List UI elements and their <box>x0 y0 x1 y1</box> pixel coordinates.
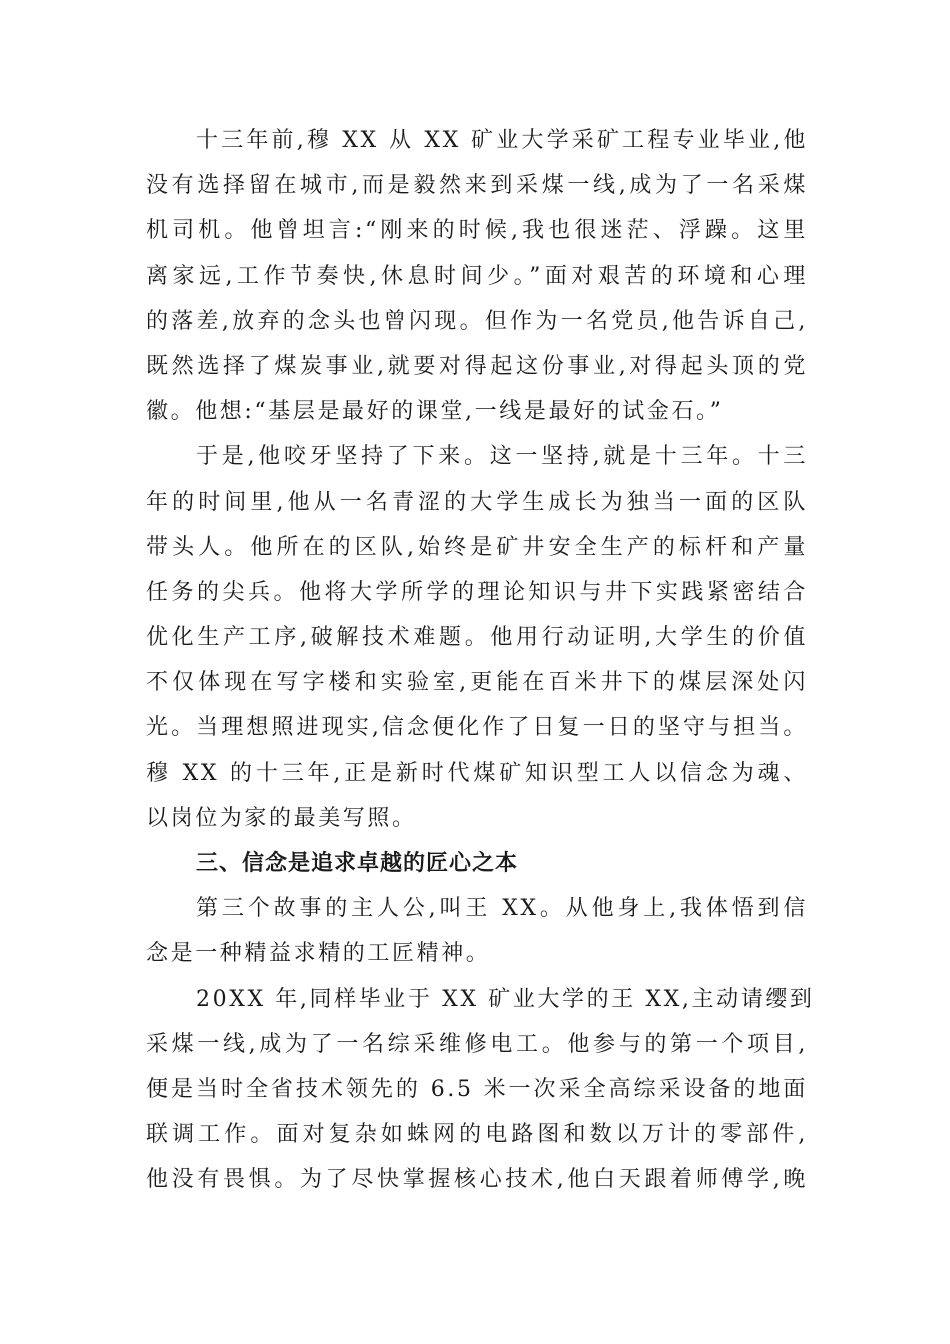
text-line: 他没有畏惧。为了尽快掌握核心技术,他白天跟着师傅学,晚 <box>146 1167 808 1193</box>
text-line: 光。当理想照进现实,信念便化作了日复一日的坚守与担当。 <box>146 715 808 741</box>
text-line: 联调工作。面对复杂如蛛网的电路图和数以万计的零部件, <box>146 1122 808 1148</box>
paragraph-1 <box>146 118 808 434</box>
body-text <box>146 118 815 1203</box>
text-line: 便是当时全省技术领先的 6.5 米一次采全高综采设备的地面 <box>146 1076 808 1102</box>
text-line: 不仅体现在写字楼和实验室,更能在百米井下的煤层深处闪 <box>146 670 808 696</box>
paragraph-3 <box>146 886 808 976</box>
text-line: 的落差,放弃的念头也曾闪现。但作为一名党员,他告诉自己, <box>146 308 808 334</box>
text-line: 20XX 年,同样毕业于 XX 矿业大学的王 XX,主动请缨到 <box>196 986 815 1012</box>
text-line: 第三个故事的主人公,叫王 XX。从他身上,我体悟到信 <box>196 896 808 922</box>
section-heading: 三、信念是追求卓越的匠心之本 <box>196 851 519 876</box>
text-line: 徽。他想:“基层是最好的课堂,一线是最好的试金石。” <box>146 399 724 425</box>
text-line: 十三年前,穆 XX 从 XX 矿业大学采矿工程专业毕业,他 <box>196 128 808 153</box>
text-line: 机司机。他曾坦言:“刚来的时候,我也很迷茫、浮躁。这里 <box>146 218 808 244</box>
text-line: 离家远,工作节奏快,休息时间少。”面对艰苦的环境和心理 <box>146 263 808 289</box>
text-line: 以岗位为家的最美写照。 <box>146 805 417 831</box>
text-line: 优化生产工序,破解技术难题。他用行动证明,大学生的价值 <box>146 625 808 651</box>
text-line: 采煤一线,成为了一名综采维修电工。他参与的第一个项目, <box>146 1031 808 1057</box>
text-line: 念是一种精益求精的工匠精神。 <box>146 941 491 967</box>
text-line: 于是,他咬牙坚持了下来。这一坚持,就是十三年。十三 <box>196 444 808 470</box>
paragraph-2 <box>146 434 808 841</box>
text-line: 带头人。他所在的区队,始终是矿井安全生产的标杆和产量 <box>146 534 808 560</box>
paragraph-4 <box>146 977 815 1203</box>
text-line: 既然选择了煤炭事业,就要对得起这份事业,对得起头顶的党 <box>146 353 808 379</box>
text-line: 任务的尖兵。他将大学所学的理论知识与井下实践紧密结合 <box>146 579 808 605</box>
text-line: 穆 XX 的十三年,正是新时代煤矿知识型工人以信念为魂、 <box>146 760 808 786</box>
text-line: 没有选择留在城市,而是毅然来到采煤一线,成为了一名采煤 <box>146 173 808 199</box>
text-line: 年的时间里,他从一名青涩的大学生成长为独当一面的区队 <box>146 489 808 515</box>
